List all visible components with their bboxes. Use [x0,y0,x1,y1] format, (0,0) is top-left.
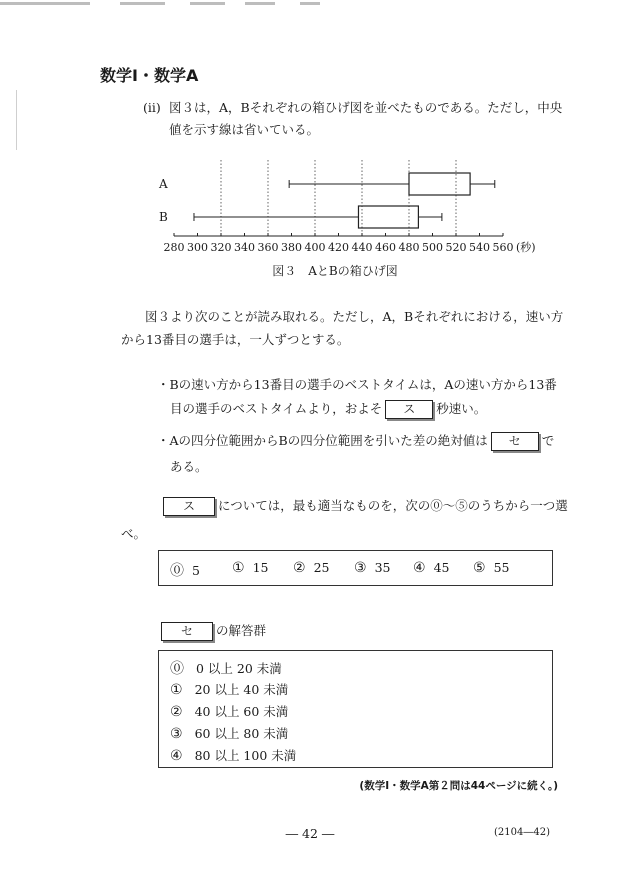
bullet-1-post: 秒速い。 [436,401,487,416]
instruction-text: については，最も適当なものを，次の⓪～⑤のうちから一つ選 [218,498,568,513]
choice-value: 15 [252,560,269,575]
choice-4[interactable] [413,560,449,576]
answer-box-su[interactable]: ス [385,400,433,419]
se-group-label: の解答群 [216,623,267,638]
question-number: (ii) [143,100,161,115]
group-item-number: ④ [170,748,183,764]
bullet-1-pre: 目の選手のベストタイムより，およそ [170,401,383,416]
x-tick-label-560: 560 [492,241,514,254]
choice-2[interactable] [293,560,329,576]
page-header: 数学Ⅰ・数学A [100,66,199,85]
question-text-line2: 値を示す線は省いている。 [169,122,320,137]
group-item-4[interactable] [170,746,296,764]
boxplot-chart [0,0,620,262]
se-group-box: セ [161,622,213,641]
intro-line1: 図３より次のことが読み取れる。ただし，A，Bそれぞれにおける，速い方 [145,309,564,324]
series-label-A: A [159,177,168,191]
group-item-number: ③ [170,726,183,742]
x-tick-label-360: 360 [257,241,279,254]
choice-number: ⑤ [473,560,486,576]
group-item-text: 0 以上 20 未満 [196,661,282,676]
x-tick-label-540: 540 [469,241,490,254]
choice-number: ① [232,560,245,576]
x-unit-label: (秒) [516,241,536,254]
choice-0[interactable] [170,560,200,580]
choice-5[interactable] [473,560,509,576]
x-tick-label-300: 300 [187,241,208,254]
x-tick-label-500: 500 [422,241,443,254]
group-item-number: ② [170,704,183,720]
continuation-note: (数学Ⅰ・数学A第２問は44ページに続く。) [359,780,558,792]
group-item-text: 80 以上 100 未満 [194,748,297,763]
x-tick-label-320: 320 [210,241,232,254]
group-item-3[interactable] [170,724,288,742]
group-item-text: 20 以上 40 未満 [194,682,289,697]
bullet-2-post: で [541,433,555,448]
bullet-1-line1: ・Bの速い方から13番目の選手のベストタイムは，Aの速い方から13番 [157,377,557,392]
group-item-number: ⓪ [170,661,184,677]
instruction-line1 [160,495,568,517]
choice-number: ⓪ [170,563,184,579]
intro-line2: から13番目の選手は，一人ずつとする。 [121,332,350,347]
group-item-text: 40 以上 60 未満 [194,704,289,719]
choice-number: ② [293,560,306,576]
bullet-2-pre: ・Aの四分位範囲からBの四分位範囲を引いた差の絶対値は [157,433,488,448]
bullet-2-line1 [157,430,554,452]
bullet-2-line2: ある。 [170,459,208,474]
x-tick-label-520: 520 [445,241,467,254]
choice-1[interactable] [232,560,268,576]
choice-number: ③ [354,560,367,576]
instruction-line2: べ。 [121,526,147,541]
x-tick-label-440: 440 [351,241,373,254]
group-item-text: 60 以上 80 未満 [194,726,289,741]
choice-number: ④ [413,560,426,576]
x-tick-label-460: 460 [375,241,396,254]
box-A [409,173,470,195]
x-tick-label-280: 280 [163,241,185,254]
group-item-number: ① [170,682,183,698]
series-label-B: B [159,210,168,224]
choice-value: 25 [313,560,330,575]
choice-3[interactable] [354,560,390,576]
x-tick-label-380: 380 [281,241,302,254]
x-tick-label-420: 420 [328,241,349,254]
answer-box-se[interactable]: セ [491,432,539,451]
x-tick-label-340: 340 [234,241,255,254]
question-text-line1: 図３は，A，Bそれぞれの箱ひげ図を並べたものである。ただし，中央 [169,100,563,115]
group-item-1[interactable] [170,680,288,698]
bullet-1-line2 [170,398,486,420]
page-number: ― 42 ― [285,826,335,841]
group-item-0[interactable] [170,658,282,678]
choice-value: 55 [493,560,510,575]
choice-value: 35 [374,560,391,575]
instruction-box-su: ス [163,497,215,516]
x-tick-label-400: 400 [304,241,326,254]
page-code: (2104―42) [494,827,550,838]
choice-value: 45 [433,560,450,575]
group-item-2[interactable] [170,702,288,720]
x-tick-label-480: 480 [398,241,420,254]
se-group-header [158,620,266,642]
figure-caption: 図３ AとBの箱ひげ図 [272,264,398,278]
choice-value: 5 [192,563,200,578]
